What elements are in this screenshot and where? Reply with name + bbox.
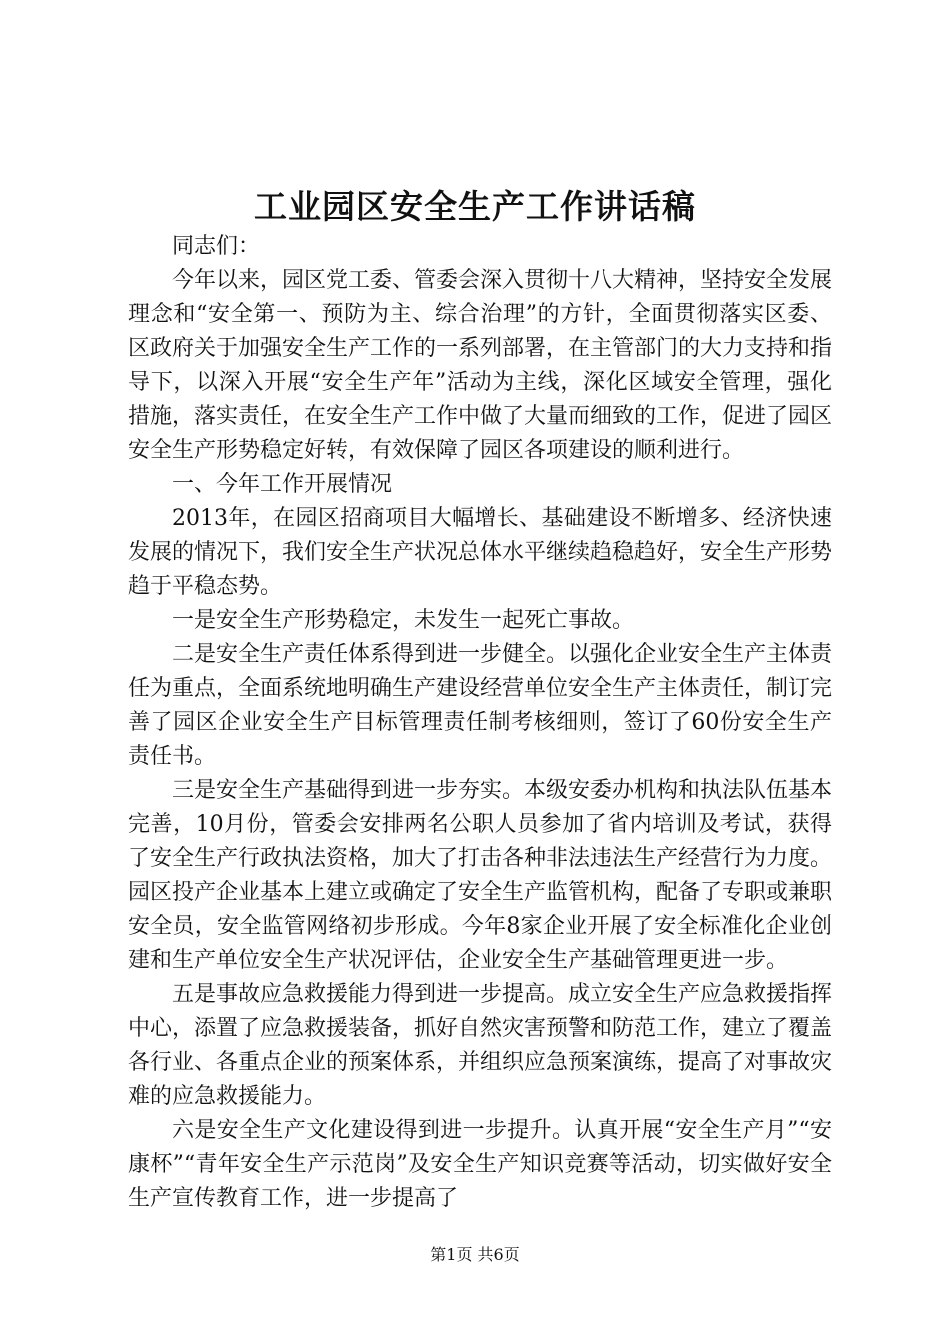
salutation: 同志们：	[172, 234, 261, 259]
document-title: 工业园区安全生产工作讲话稿	[254, 187, 696, 226]
document-body	[128, 230, 832, 1216]
section-heading: 一、今年工作开展情况	[172, 472, 393, 497]
paragraph-overview: 2013年，在园区招商项目大幅增长、基础建设不断增多、经济快速发展的情况下，我们安全生产状况总体水平继续趋稳趋好，安全生产形势趋于平稳态势。	[128, 506, 833, 599]
paragraph-point-5: 五是事故应急救援能力得到进一步提高。成立安全生产应急救援指挥中心，添置了应急救援装备，抓好自然灾害预警和防范工作，建立了覆盖各行业、各重点企业的预案体系，并组织应急预案演练，提高了对事故灾难的应急救援能力。	[128, 982, 833, 1109]
page-indicator: 第1页 共6页	[430, 1245, 520, 1264]
paragraph-point-1: 一是安全生产形势稳定，未发生一起死亡事故。	[172, 608, 635, 633]
paragraph-point-6: 六是安全生产文化建设得到进一步提升。认真开展“安全生产月”“安康杯”“青年安全生产示范岗”及安全生产知识竞赛等活动，切实做好安全生产宣传教育工作，进一步提高了	[128, 1118, 832, 1211]
paragraph-point-3: 三是安全生产基础得到进一步夯实。本级安委办机构和执法队伍基本完善，10月份，管委会安排两名公职人员参加了省内培训及考试，获得了安全生产行政执法资格，加大了打击各种非法违法生产经营行为力度。园区投产企业基本上建立或确定了安全生产监管机构，配备了专职或兼职安全员，安全监管网络初步形成。今年8家企业开展了安全标准化企业创建和生产单位安全生产状况评估，企业安全生产基础管理更进一步。	[128, 778, 833, 973]
paragraph-intro: 今年以来，园区党工委、管委会深入贯彻十八大精神，坚持安全发展理念和“安全第一、预防为主、综合治理”的方针，全面贯彻落实区委、区政府关于加强安全生产工作的一系列部署，在主管部门的大力支持和指导下，以深入开展“安全生产年”活动为主线，深化区域安全管理，强化措施，落实责任，在安全生产工作中做了大量而细致的工作，促进了园区安全生产形势稳定好转，有效保障了园区各项建设的顺利进行。	[128, 268, 833, 463]
paragraph-point-2: 二是安全生产责任体系得到进一步健全。以强化企业安全生产主体责任为重点，全面系统地明确生产建设经营单位安全生产主体责任，制订完善了园区企业安全生产目标管理责任制考核细则，签订了60份安全生产责任书。	[128, 642, 833, 769]
